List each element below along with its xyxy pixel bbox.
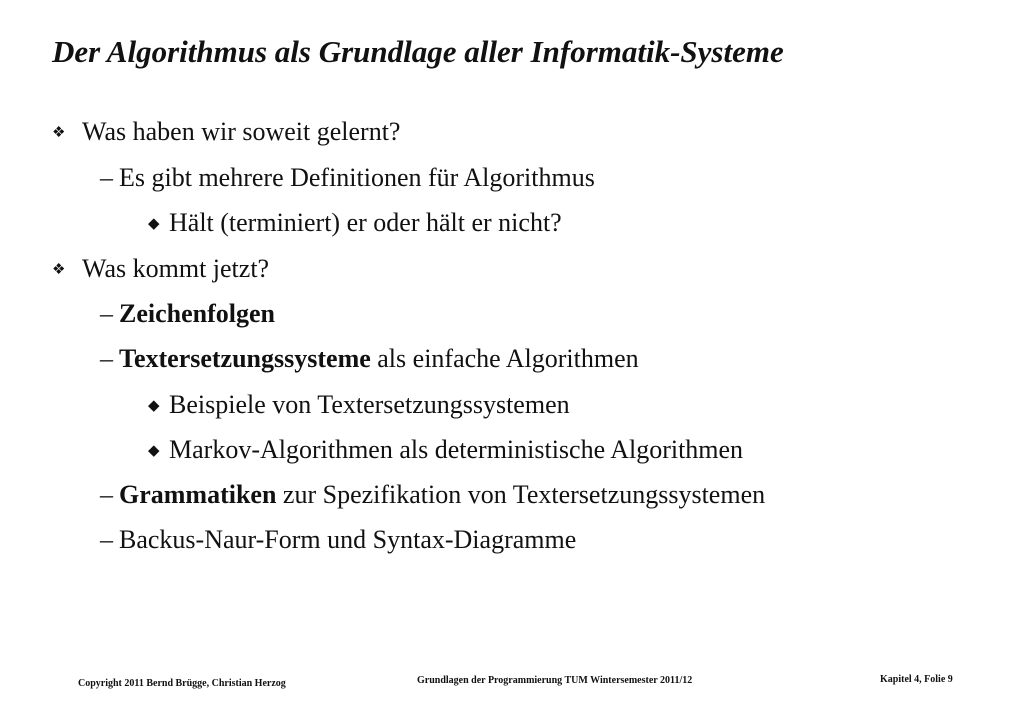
sub-bullet-item [100, 163, 595, 193]
sub-sub-bullet-item [148, 208, 562, 239]
diamond-icon: ◆ [148, 216, 160, 232]
dash-marker: – [100, 299, 113, 328]
bullet-text: Backus-Naur-Form und Syntax-Diagramme [119, 525, 577, 554]
bullet-text: als einfache Algorithmen [370, 344, 639, 373]
diamond-ornament-icon: ❖ [52, 262, 66, 278]
footer-page-number: Kapitel 4, Folie 9 [880, 674, 953, 685]
bullet-bold-text: Textersetzungssysteme [119, 344, 371, 373]
diamond-ornament-icon: ❖ [52, 125, 66, 141]
bullet-bold-text: Zeichenfolgen [119, 299, 275, 328]
bullet-text: Beispiele von Textersetzungssystemen [169, 390, 570, 419]
diamond-icon: ◆ [148, 398, 160, 414]
bullet-bold-text: Grammatiken [119, 480, 277, 509]
dash-marker: – [100, 525, 113, 554]
bullet-item [52, 117, 400, 148]
bullet-text: Was kommt jetzt? [82, 254, 270, 283]
dash-marker: – [100, 163, 113, 192]
sub-sub-bullet-item [148, 390, 570, 421]
bullet-text: zur Spezifikation von Textersetzungssystemen [276, 480, 766, 509]
slide-title: Der Algorithmus als Grundlage aller Informatik-Systeme [52, 34, 784, 69]
sub-bullet-item [100, 344, 639, 374]
bullet-text: Was haben wir soweit gelernt? [82, 117, 401, 146]
footer-copyright: Copyright 2011 Bernd Brügge, Christian Herzog [78, 678, 286, 689]
bullet-text: Markov-Algorithmen als deterministische Algorithmen [169, 435, 744, 464]
sub-bullet-item [100, 299, 275, 329]
bullet-text: Es gibt mehrere Definitionen für Algorithmus [119, 163, 595, 192]
dash-marker: – [100, 344, 113, 373]
diamond-icon: ◆ [148, 443, 160, 459]
bullet-item [52, 254, 269, 285]
footer-course: Grundlagen der Programmierung TUM Wintersemester 2011/12 [417, 675, 693, 686]
sub-bullet-item [100, 525, 576, 555]
sub-bullet-item [100, 480, 765, 510]
bullet-text: Hält (terminiert) er oder hält er nicht? [169, 208, 562, 237]
dash-marker: – [100, 480, 113, 509]
sub-sub-bullet-item [148, 435, 743, 466]
